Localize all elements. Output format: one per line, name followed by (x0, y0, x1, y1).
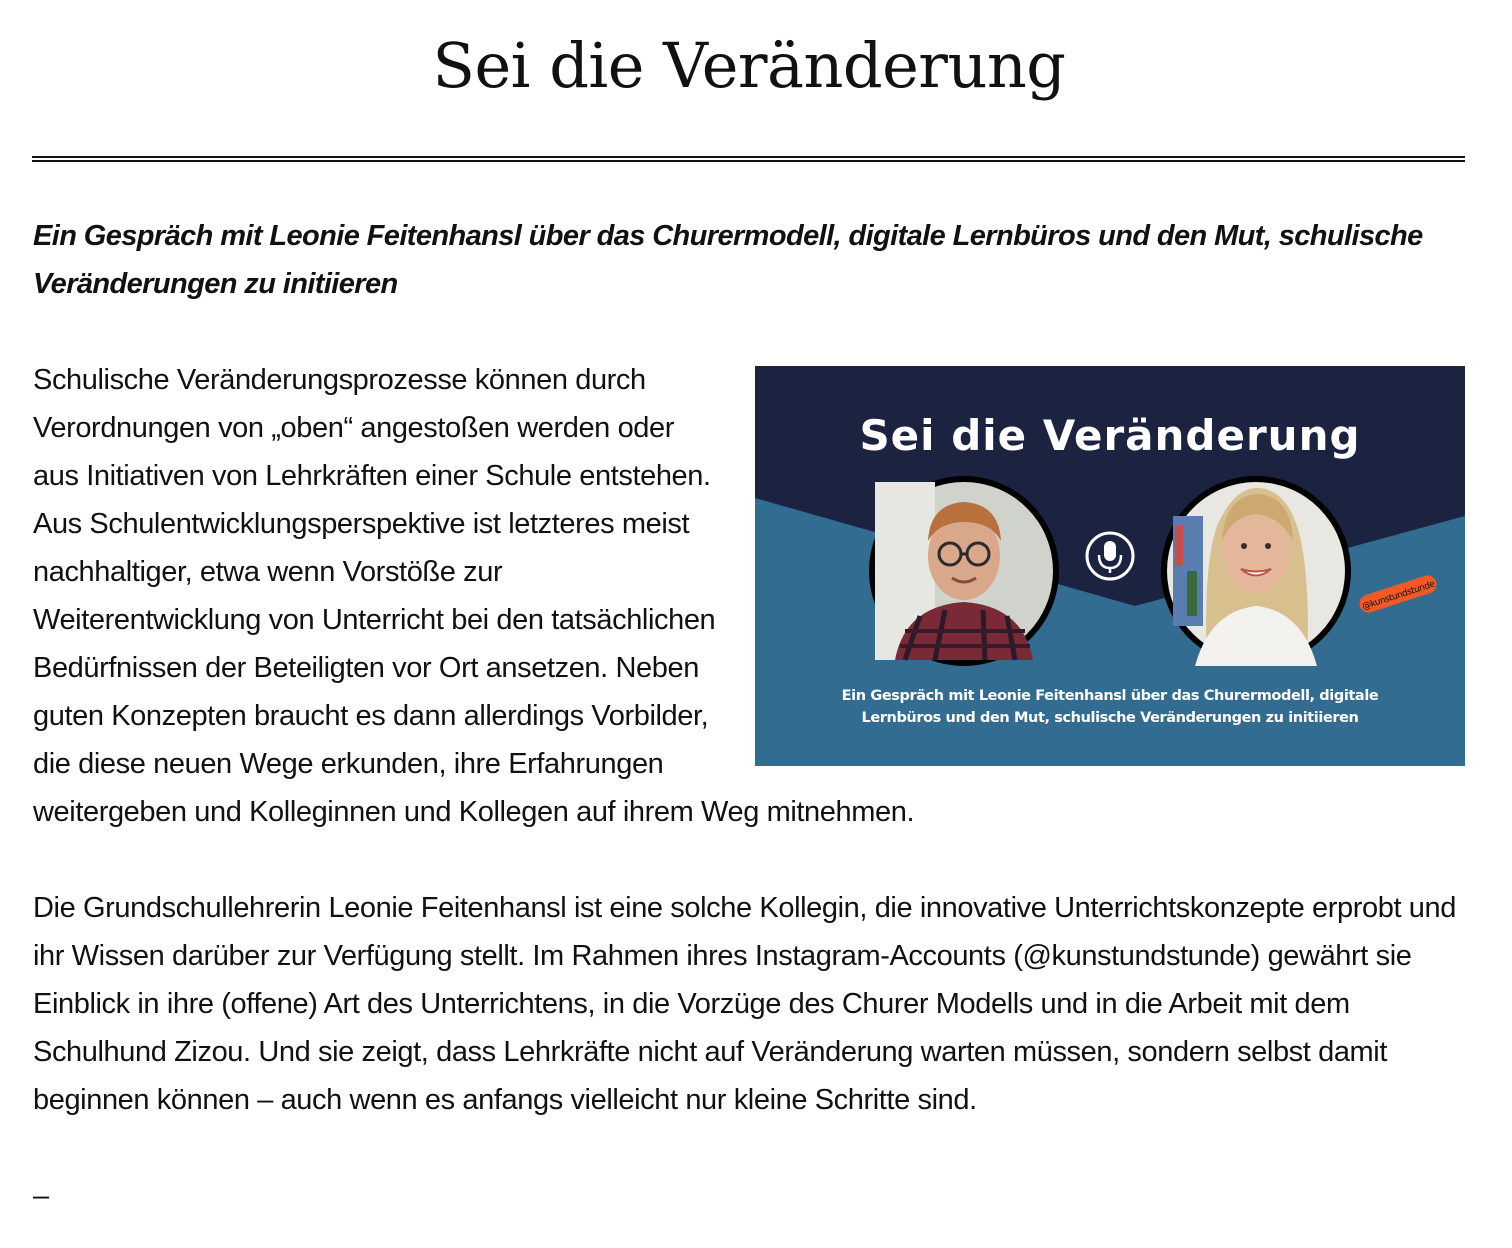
page-title: Sei die Veränderung (432, 29, 1066, 102)
banner-title: Sei die Veränderung (859, 411, 1361, 460)
banner-caption-line-1: Ein Gespräch mit Leonie Feitenhansl über das Churermodell, digitale (841, 688, 1379, 704)
section-separator: – (33, 1180, 49, 1212)
article-paragraph-1: Schulische Veränderungsprozesse können durch Verordnungen von „oben“ angestoßen werden oder aus Initiativen von Lehrkräften einer Schule entstehen. Aus Schulentwicklungsperspektive ist letzteres meist nachhaltiger, etwa wenn Vorstöße zur Weiterentwicklung von Unterricht bei den tatsächlichen Bedürfnissen der Beteiligten vor Ort ansetzen. Neben guten Konzepten braucht es dann allerdings Vorbilder, die diese neuen Wege erkunden, ihre Erfahrungen weitergeben und Kolleginnen und Kollegen auf ihrem Weg mitnehmen. (33, 364, 915, 828)
banner-graphic (755, 366, 1465, 766)
badge-handle-text: @kunstundstunde (1361, 579, 1437, 613)
portrait-left-avatar (869, 476, 1059, 666)
portrait-right-avatar (1161, 476, 1351, 666)
podcast-banner-image[interactable] (755, 366, 1465, 766)
article-body (33, 212, 1465, 1220)
banner-caption-line-2: Lernbüros und den Mut, schulische Veränderungen zu initiieren (861, 710, 1359, 726)
title-divider (32, 156, 1465, 162)
article-lead: Ein Gespräch mit Leonie Feitenhansl über das Churermodell, digitale Lernbüros und den Mut, schulische Veränderungen zu initiieren (33, 220, 1423, 300)
article-paragraph-2: Die Grundschullehrerin Leonie Feitenhansl ist eine solche Kollegin, die innovative Unterrichtskonzepte erprobt und ihr Wissen darüber zur Verfügung stellt. Im Rahmen ihres Instagram-Accounts (@kunstundstunde) gewährt sie Einblick in ihre (offene) Art des Unterrichtens, in die Vorzüge des Churer Modells und in die Arbeit mit dem Schulhund Zizou. Und sie zeigt, dass Lehrkräfte nicht auf Veränderung warten müssen, sondern selbst damit beginnen können – auch wenn es anfangs vielleicht nur kleine Schritte sind. (33, 892, 1456, 1116)
